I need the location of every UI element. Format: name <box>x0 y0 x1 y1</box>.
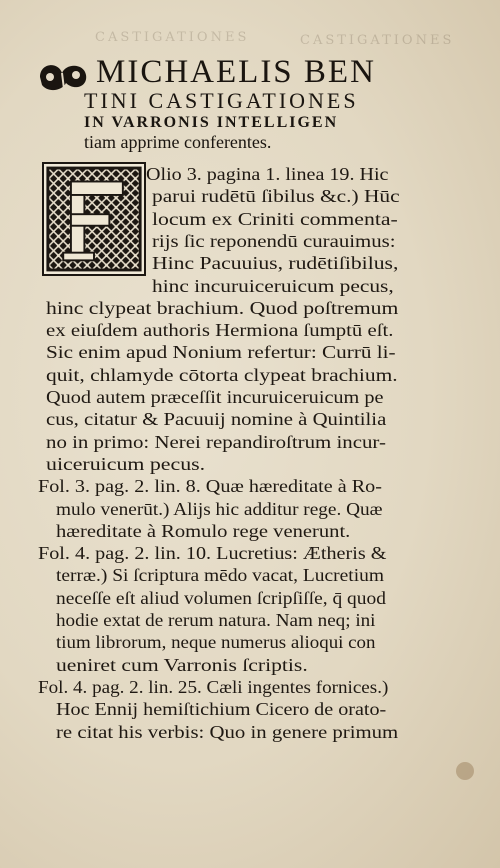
paper-stain <box>456 762 474 780</box>
body-line: cus, citatur & Pacuuij nomine à Quintilia <box>46 409 387 430</box>
decorated-initial-letter <box>42 162 146 276</box>
body-line: Hoc Ennij hemiſtichium Cicero de orato- <box>56 699 387 720</box>
body-line: hæreditate à Romulo rege venerunt. <box>56 520 351 541</box>
body-line: parui rudētū ſibilus &c.) Hūc <box>152 186 400 207</box>
body-line: ueniret cum Varronis ſcriptis. <box>56 654 308 675</box>
body-line: Sic enim apud Nonium refertur: Currū li- <box>46 342 396 363</box>
title-line-4: tiam apprime conferentes. <box>84 132 272 152</box>
bleed-through-text: CASTIGATIONES <box>95 30 250 45</box>
body-line: hinc clypeat brachium. Quod poſtremum <box>46 297 399 318</box>
body-line: Hinc Pacuuius, rudētiſibilus, <box>152 253 399 274</box>
bleed-through-text-right: CASTIGATIONES <box>300 33 455 48</box>
body-line: terræ.) Si ſcriptura mēdo vacat, Lucretium <box>56 565 384 586</box>
fleuron-ornament-icon <box>36 55 90 95</box>
body-line: Fol. 4. pag. 2. lin. 10. Lucretius: Ætheris & <box>38 543 387 564</box>
body-line: Olio 3. pagina 1. linea 19. Hic <box>146 164 389 184</box>
body-line: re citat his verbis: Quo in genere primum <box>56 721 399 742</box>
initial-ornament-icon <box>44 164 144 274</box>
body-line: tium librorum, neque numerus alioqui con <box>56 632 376 653</box>
body-line: uiceruicum pecus. <box>46 453 206 474</box>
body-line: Fol. 3. pag. 2. lin. 8. Quæ hæreditate à Ro- <box>38 476 382 497</box>
body-line: Fol. 4. pag. 2. lin. 25. Cæli ingentes fornices.) <box>38 676 389 697</box>
body-line: mulo venerūt.) Alijs hic additur rege. Quæ <box>56 498 383 519</box>
body-line: hinc incuruiceruicum pecus, <box>152 275 394 296</box>
body-line: hodie extat de rerum natura. Nam neq; ini <box>56 610 376 630</box>
body-line: no in primo: Nerei repandiroſtrum incur- <box>46 431 386 452</box>
title-line-1: MICHAELIS BEN <box>96 54 376 90</box>
body-line: quit, chlamyde cōtorta clypeat brachium. <box>46 364 398 385</box>
body-line: neceſſe eſt aliud volumen ſcripſiſſe, q̄ quod <box>56 587 386 608</box>
body-line: Quod autem præceſſit incuruiceruicum pe <box>46 387 384 407</box>
title-line-3: IN VARRONIS INTELLIGEN <box>84 114 339 131</box>
body-line: locum ex Criniti commenta- <box>152 208 398 229</box>
body-line: rijs ſic reponendū curauimus: <box>152 230 396 251</box>
title-line-2: TINI CASTIGATIONES <box>84 88 359 113</box>
body-line: ex eiuſdem authoris Hermiona ſumptū eſt. <box>46 320 394 341</box>
